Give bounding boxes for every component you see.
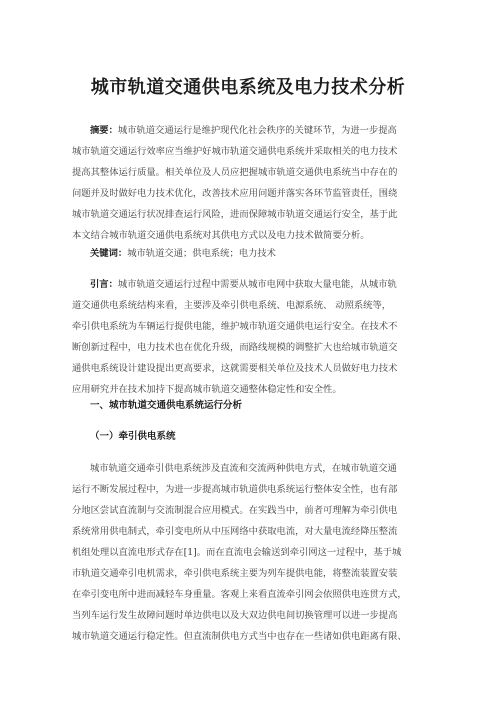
keywords-paragraph: [72, 243, 434, 264]
subsection-heading: （一）牵引供电系统: [90, 431, 176, 442]
abstract-line: 城市轨道交通运行状况排查运行风险，进而保障城市轨道交通运行安全，基于此: [72, 209, 398, 220]
intro-text: 城市轨道交通运行过程中需要从城市电网中获取大量电能，从城市轨: [117, 279, 397, 290]
body-line: 机组处理以直流电形式存在[1]。而在直流电会输送到牵引网这一过程中，基于城: [72, 547, 402, 558]
keywords-text: 城市轨道交通；供电系统；电力技术: [127, 248, 276, 259]
abstract-paragraph: [72, 120, 434, 246]
intro-line: 通供电系统设计建设提出更高要求，这就需要相关单位及技术人员做好电力技术: [72, 363, 398, 374]
intro-line: 应用研究并在技术加持下提高城市轨道交通整体稳定性和安全性。: [72, 384, 342, 395]
abstract-line: [72, 120, 434, 141]
abstract-line: 问题并及时做好电力技术优化，改善技术应用问题并落实各环节监管责任，围绕: [72, 188, 398, 199]
intro-line: 断创新过程中，电力技术也在优化升级，而路线规模的调整扩大也给城市轨道交: [72, 342, 398, 353]
abstract-line: 城市轨道交通运行效率应当维护好城市轨道交通供电系统并采取相关的电力技术: [72, 146, 398, 157]
page-title: 城市轨道交通供电系统及电力技术分析: [90, 77, 406, 98]
body-line: 系统常用供电制式，牵引变电所从中压网络中获取电流，对大量电流经降压整流: [72, 526, 398, 537]
intro-line: 道交通供电系统结构来看，主要涉及牵引供电系统、电源系统、 动照系统等，: [72, 300, 392, 311]
intro-line: [72, 274, 434, 295]
abstract-line: 本文结合城市轨道交通供电系统对其供电方式以及电力技术做简要分析。: [72, 230, 370, 241]
keywords-label: 关键词：: [90, 248, 128, 259]
keywords-line: [72, 243, 434, 264]
section-heading: 一、城市轨道交通供电系统运行分析: [90, 400, 243, 411]
body-line: 分地区尝试直流制与交流制混合应用模式。在实践当中，前者可理解为牵引供电: [72, 505, 398, 516]
body-paragraph: [72, 458, 434, 647]
body-line: 在牵引变电所中进而减轻车身重量。客观上来看直流牵引网会依照供电连贯方式，: [72, 589, 407, 600]
body-line: 城市轨道交通运行稳定性。但直流制供电方式当中也存在一些诸如供电距离有限、: [72, 631, 407, 642]
intro-paragraph: [72, 274, 434, 400]
body-line: 当列车运行发生故障问题时单边供电以及大双边供电间切换管理可以进一步提高: [72, 610, 398, 621]
body-line: 运行不断发展过程中，为进一步提高城市轨道供电系统运行整体安全性，也有部: [72, 484, 398, 495]
intro-label: 引言：: [90, 279, 118, 290]
body-line: 城市轨道交通牵引供电系统涉及直流和交流两种供电方式，在城市轨道交通: [90, 463, 397, 474]
abstract-line: 提高其整体运行质量。相关单位及人员应把握城市轨道交通供电系统当中存在的: [72, 167, 398, 178]
body-line: 市轨道交通牵引电机需求，牵引供电系统主要为列车提供电能，将整流装置安装: [72, 568, 398, 579]
intro-line: 牵引供电系统为车辆运行提供电能，维护城市轨道交通供电运行安全。在技术不: [72, 321, 398, 332]
abstract-label: 摘要：: [90, 125, 118, 136]
abstract-text: 城市轨道交通运行是维护现代化社会秩序的关键环节，为进一步提高: [117, 125, 397, 136]
